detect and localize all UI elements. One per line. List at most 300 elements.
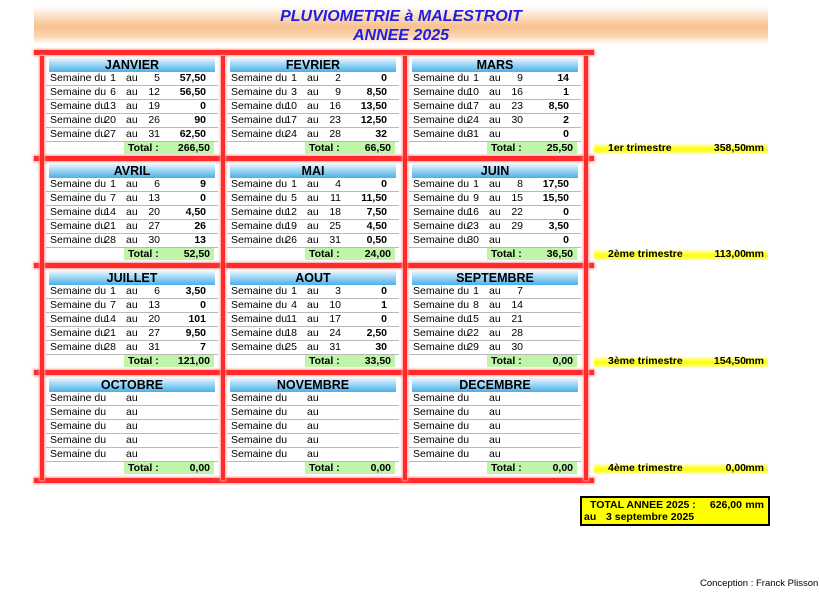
week-end-day: 27 — [148, 327, 160, 339]
week-au: au — [307, 434, 319, 446]
week-label: Semaine du — [231, 313, 288, 325]
week-end-day: 15 — [511, 192, 523, 204]
week-rainfall: 0 — [200, 192, 206, 204]
week-start-day: 16 — [467, 206, 479, 218]
week-row — [46, 114, 218, 128]
week-row — [227, 299, 399, 313]
week-row — [409, 406, 581, 420]
week-rainfall: 7 — [200, 341, 206, 353]
quarter-unit: mm — [745, 142, 764, 154]
week-end-day: 29 — [511, 220, 523, 232]
week-label: Semaine du — [231, 299, 288, 311]
week-rainfall: 4,50 — [366, 220, 387, 232]
week-rainfall: 9 — [200, 178, 206, 190]
week-end-day: 4 — [335, 178, 341, 190]
week-rainfall: 9,50 — [185, 327, 206, 339]
month-total-label: Total : — [128, 142, 159, 154]
week-au: au — [126, 100, 138, 112]
week-au: au — [307, 206, 319, 218]
week-start-day: 19 — [285, 220, 297, 232]
quarter-unit: mm — [745, 462, 764, 474]
week-au: au — [126, 128, 138, 140]
week-start-day: 4 — [291, 299, 297, 311]
week-end-day: 3 — [335, 285, 341, 297]
week-row — [409, 100, 581, 114]
week-rainfall: 101 — [188, 313, 206, 325]
week-au: au — [126, 341, 138, 353]
week-start-day: 27 — [104, 128, 116, 140]
week-label: Semaine du — [231, 327, 288, 339]
month-total-cell — [305, 142, 395, 154]
week-end-day: 23 — [329, 114, 341, 126]
week-row — [227, 234, 399, 248]
month-block — [46, 376, 218, 474]
week-row — [227, 327, 399, 341]
week-label: Semaine du — [50, 327, 107, 339]
week-start-day: 1 — [473, 285, 479, 297]
week-au: au — [489, 327, 501, 339]
week-label: Semaine du — [231, 192, 288, 204]
week-au: au — [307, 285, 319, 297]
week-au: au — [307, 406, 319, 418]
week-au: au — [307, 327, 319, 339]
month-total-cell — [487, 248, 577, 260]
week-label: Semaine du — [231, 434, 288, 446]
quarter-value: 0,00 — [725, 462, 746, 474]
week-label: Semaine du — [231, 220, 288, 232]
week-row — [46, 128, 218, 142]
red-divider — [584, 56, 588, 480]
week-start-day: 20 — [104, 114, 116, 126]
week-label: Semaine du — [231, 341, 288, 353]
week-start-day: 1 — [291, 178, 297, 190]
week-row — [409, 86, 581, 100]
annual-total-unit: mm — [745, 499, 764, 511]
week-rainfall: 14 — [557, 72, 569, 84]
week-start-day: 1 — [110, 285, 116, 297]
week-rainfall: 13 — [194, 234, 206, 246]
week-row — [46, 206, 218, 220]
week-au: au — [126, 114, 138, 126]
month-block — [46, 56, 218, 154]
month-total-label: Total : — [309, 355, 340, 367]
week-label: Semaine du — [413, 341, 470, 353]
week-row — [409, 327, 581, 341]
week-label: Semaine du — [50, 299, 107, 311]
week-au: au — [489, 86, 501, 98]
title-banner — [34, 6, 768, 44]
week-rainfall: 1 — [563, 86, 569, 98]
week-rainfall: 56,50 — [179, 86, 206, 98]
author-credit: Conception : Franck Plisson — [700, 578, 819, 589]
quarter-label: 3ème trimestre — [608, 355, 683, 367]
month-header: MAI — [230, 164, 396, 178]
week-rainfall: 4,50 — [185, 206, 206, 218]
week-label: Semaine du — [50, 234, 107, 246]
week-row — [409, 448, 581, 462]
week-label: Semaine du — [413, 406, 470, 418]
month-total-cell — [124, 142, 214, 154]
week-end-day: 2 — [335, 72, 341, 84]
week-label: Semaine du — [50, 285, 107, 297]
week-au: au — [489, 392, 501, 404]
month-header: AOUT — [230, 271, 396, 285]
month-total-label: Total : — [128, 462, 159, 474]
month-total-cell — [305, 355, 395, 367]
week-start-day: 1 — [473, 178, 479, 190]
week-rainfall: 3,50 — [185, 285, 206, 297]
month-header: NOVEMBRE — [230, 378, 396, 392]
week-au: au — [489, 341, 501, 353]
week-end-day: 6 — [154, 178, 160, 190]
quarter-total — [594, 356, 768, 367]
month-total-row — [409, 248, 581, 260]
month-block — [227, 162, 399, 260]
week-au: au — [489, 299, 501, 311]
week-label: Semaine du — [413, 448, 470, 460]
week-label: Semaine du — [50, 406, 107, 418]
week-rainfall: 0 — [381, 313, 387, 325]
week-end-day: 20 — [148, 206, 160, 218]
week-end-day: 30 — [511, 114, 523, 126]
week-row — [46, 406, 218, 420]
week-end-day: 25 — [329, 220, 341, 232]
month-total-row — [227, 462, 399, 474]
week-rainfall: 7,50 — [366, 206, 387, 218]
week-label: Semaine du — [231, 86, 288, 98]
week-label: Semaine du — [413, 285, 470, 297]
annual-date: 3 septembre 2025 — [606, 511, 695, 523]
week-end-day: 9 — [335, 86, 341, 98]
week-label: Semaine du — [413, 434, 470, 446]
week-row — [46, 178, 218, 192]
month-total-label: Total : — [309, 462, 340, 474]
week-start-day: 12 — [285, 206, 297, 218]
week-rainfall: 0 — [381, 285, 387, 297]
month-total-row — [409, 462, 581, 474]
week-label: Semaine du — [50, 220, 107, 232]
week-row — [227, 341, 399, 355]
week-label: Semaine du — [413, 234, 470, 246]
week-end-day: 6 — [154, 285, 160, 297]
week-start-day: 14 — [104, 206, 116, 218]
month-block — [409, 269, 581, 367]
week-label: Semaine du — [413, 100, 470, 112]
week-au: au — [489, 406, 501, 418]
month-block — [409, 376, 581, 474]
week-row — [46, 220, 218, 234]
week-end-day: 17 — [329, 313, 341, 325]
quarter-value: 154,50 — [713, 355, 746, 367]
week-row — [46, 192, 218, 206]
month-total-cell — [305, 248, 395, 260]
week-end-day: 28 — [329, 128, 341, 140]
week-au: au — [307, 114, 319, 126]
week-label: Semaine du — [231, 72, 288, 84]
week-start-day: 7 — [110, 192, 116, 204]
week-end-day: 16 — [511, 86, 523, 98]
week-start-day: 8 — [473, 299, 479, 311]
month-total-value: 52,50 — [183, 248, 210, 260]
week-rainfall: 2 — [563, 114, 569, 126]
month-block — [409, 162, 581, 260]
week-label: Semaine du — [50, 313, 107, 325]
week-au: au — [307, 313, 319, 325]
week-au: au — [126, 313, 138, 325]
month-header: OCTOBRE — [49, 378, 215, 392]
week-au: au — [489, 220, 501, 232]
week-au: au — [126, 192, 138, 204]
annual-total-value: 626,00 — [709, 499, 742, 511]
month-header: AVRIL — [49, 164, 215, 178]
week-end-day: 30 — [148, 234, 160, 246]
week-au: au — [307, 178, 319, 190]
month-total-row — [227, 355, 399, 367]
week-au: au — [489, 72, 501, 84]
week-au: au — [126, 448, 138, 460]
week-start-day: 3 — [291, 86, 297, 98]
month-header: JUILLET — [49, 271, 215, 285]
month-total-row — [46, 462, 218, 474]
week-end-day: 31 — [329, 234, 341, 246]
week-label: Semaine du — [413, 392, 470, 404]
red-divider — [40, 56, 44, 480]
week-row — [227, 392, 399, 406]
week-end-day: 31 — [148, 128, 160, 140]
week-label: Semaine du — [50, 178, 107, 190]
quarter-total — [594, 143, 768, 154]
month-total-cell — [487, 462, 577, 474]
week-row — [227, 100, 399, 114]
week-label: Semaine du — [50, 100, 107, 112]
week-start-day: 9 — [473, 192, 479, 204]
page-title: PLUVIOMETRIE à MALESTROIT — [280, 8, 522, 25]
week-start-day: 28 — [104, 234, 116, 246]
week-start-day: 24 — [467, 114, 479, 126]
week-label: Semaine du — [231, 420, 288, 432]
week-row — [409, 114, 581, 128]
week-au: au — [307, 100, 319, 112]
week-end-day: 31 — [148, 341, 160, 353]
week-label: Semaine du — [50, 206, 107, 218]
week-row — [409, 128, 581, 142]
week-rainfall: 11,50 — [361, 192, 387, 204]
week-rainfall: 30 — [375, 341, 387, 353]
week-end-day: 5 — [154, 72, 160, 84]
quarter-label: 1er trimestre — [608, 142, 672, 154]
week-start-day: 6 — [110, 86, 116, 98]
week-row — [409, 206, 581, 220]
month-total-label: Total : — [128, 248, 159, 260]
week-au: au — [126, 327, 138, 339]
week-au: au — [126, 206, 138, 218]
week-rainfall: 15,50 — [542, 192, 569, 204]
week-au: au — [489, 100, 501, 112]
week-au: au — [489, 206, 501, 218]
red-divider — [34, 478, 594, 483]
week-row — [227, 420, 399, 434]
week-rainfall: 0 — [200, 100, 206, 112]
week-start-day: 28 — [104, 341, 116, 353]
week-label: Semaine du — [231, 128, 288, 140]
week-label: Semaine du — [231, 392, 288, 404]
month-header: FEVRIER — [230, 58, 396, 72]
week-start-day: 23 — [467, 220, 479, 232]
week-au: au — [126, 434, 138, 446]
week-row — [46, 313, 218, 327]
red-divider — [34, 263, 594, 268]
week-end-day: 30 — [511, 341, 523, 353]
week-end-day: 26 — [148, 114, 160, 126]
month-total-cell — [124, 248, 214, 260]
month-total-value: 36,50 — [546, 248, 573, 260]
week-row — [46, 341, 218, 355]
week-row — [227, 313, 399, 327]
week-row — [409, 220, 581, 234]
week-end-day: 12 — [148, 86, 160, 98]
week-end-day: 22 — [511, 206, 523, 218]
month-total-cell — [305, 462, 395, 474]
month-total-label: Total : — [491, 142, 522, 154]
week-end-day: 13 — [148, 299, 160, 311]
week-au: au — [489, 128, 501, 140]
week-au: au — [126, 234, 138, 246]
week-rainfall: 32 — [375, 128, 387, 140]
week-rainfall: 90 — [194, 114, 206, 126]
week-label: Semaine du — [50, 434, 107, 446]
week-au: au — [126, 299, 138, 311]
red-divider — [221, 56, 225, 480]
week-rainfall: 0 — [563, 234, 569, 246]
week-start-day: 29 — [467, 341, 479, 353]
week-end-day: 24 — [329, 327, 341, 339]
week-end-day: 19 — [148, 100, 160, 112]
week-rainfall: 3,50 — [548, 220, 569, 232]
month-header: MARS — [412, 58, 578, 72]
month-total-cell — [124, 462, 214, 474]
month-total-label: Total : — [491, 355, 522, 367]
week-row — [409, 299, 581, 313]
week-au: au — [489, 192, 501, 204]
week-row — [227, 406, 399, 420]
month-total-value: 0,00 — [370, 462, 391, 474]
month-total-value: 0,00 — [552, 355, 573, 367]
quarter-value: 358,50 — [713, 142, 746, 154]
week-row — [409, 72, 581, 86]
week-au: au — [489, 434, 501, 446]
week-au: au — [126, 285, 138, 297]
month-total-row — [46, 142, 218, 154]
month-total-value: 0,00 — [189, 462, 210, 474]
quarter-unit: mm — [745, 355, 764, 367]
week-label: Semaine du — [413, 72, 470, 84]
week-au: au — [307, 420, 319, 432]
week-start-day: 1 — [291, 285, 297, 297]
week-row — [46, 327, 218, 341]
quarter-total — [594, 463, 768, 474]
month-header: JANVIER — [49, 58, 215, 72]
week-label: Semaine du — [50, 86, 107, 98]
week-row — [46, 234, 218, 248]
week-row — [46, 392, 218, 406]
week-start-day: 7 — [110, 299, 116, 311]
annual-total-label: TOTAL ANNEE 2025 : — [590, 499, 696, 511]
week-label: Semaine du — [413, 220, 470, 232]
month-header: JUIN — [412, 164, 578, 178]
week-start-day: 21 — [104, 327, 116, 339]
week-rainfall: 0 — [381, 72, 387, 84]
month-total-label: Total : — [491, 248, 522, 260]
week-au: au — [489, 114, 501, 126]
quarter-total — [594, 249, 768, 260]
week-rainfall: 0 — [563, 206, 569, 218]
week-label: Semaine du — [50, 420, 107, 432]
month-total-row — [409, 142, 581, 154]
week-au: au — [126, 420, 138, 432]
month-total-cell — [487, 355, 577, 367]
quarter-label: 4ème trimestre — [608, 462, 683, 474]
week-label: Semaine du — [231, 206, 288, 218]
week-au: au — [489, 313, 501, 325]
red-divider — [34, 370, 594, 375]
week-row — [409, 420, 581, 434]
week-end-day: 9 — [517, 72, 523, 84]
week-au: au — [307, 448, 319, 460]
week-row — [227, 72, 399, 86]
week-au: au — [489, 178, 501, 190]
month-total-label: Total : — [309, 248, 340, 260]
week-row — [227, 192, 399, 206]
red-divider — [34, 156, 594, 161]
week-rainfall: 17,50 — [542, 178, 569, 190]
week-label: Semaine du — [231, 406, 288, 418]
months-grid — [34, 50, 594, 486]
week-au: au — [126, 392, 138, 404]
week-start-day: 5 — [291, 192, 297, 204]
week-row — [227, 448, 399, 462]
week-end-day: 13 — [148, 192, 160, 204]
week-label: Semaine du — [50, 448, 107, 460]
month-total-value: 25,50 — [546, 142, 573, 154]
week-label: Semaine du — [50, 192, 107, 204]
month-block — [46, 269, 218, 367]
week-row — [409, 178, 581, 192]
week-rainfall: 0,50 — [366, 234, 387, 246]
week-au: au — [126, 72, 138, 84]
week-rainfall: 8,50 — [548, 100, 569, 112]
quarter-value: 113,00 — [714, 248, 746, 260]
week-au: au — [307, 72, 319, 84]
week-start-day: 14 — [104, 313, 116, 325]
week-end-day: 20 — [148, 313, 160, 325]
week-row — [409, 392, 581, 406]
week-au: au — [307, 299, 319, 311]
month-total-cell — [487, 142, 577, 154]
week-row — [227, 86, 399, 100]
week-row — [227, 178, 399, 192]
week-au: au — [489, 448, 501, 460]
week-start-day: 11 — [286, 313, 297, 325]
month-total-value: 24,00 — [364, 248, 391, 260]
week-end-day: 10 — [329, 299, 341, 311]
week-end-day: 16 — [329, 100, 341, 112]
week-au: au — [126, 406, 138, 418]
week-label: Semaine du — [413, 86, 470, 98]
week-row — [46, 72, 218, 86]
week-row — [46, 434, 218, 448]
month-total-value: 66,50 — [364, 142, 391, 154]
week-rainfall: 2,50 — [366, 327, 387, 339]
